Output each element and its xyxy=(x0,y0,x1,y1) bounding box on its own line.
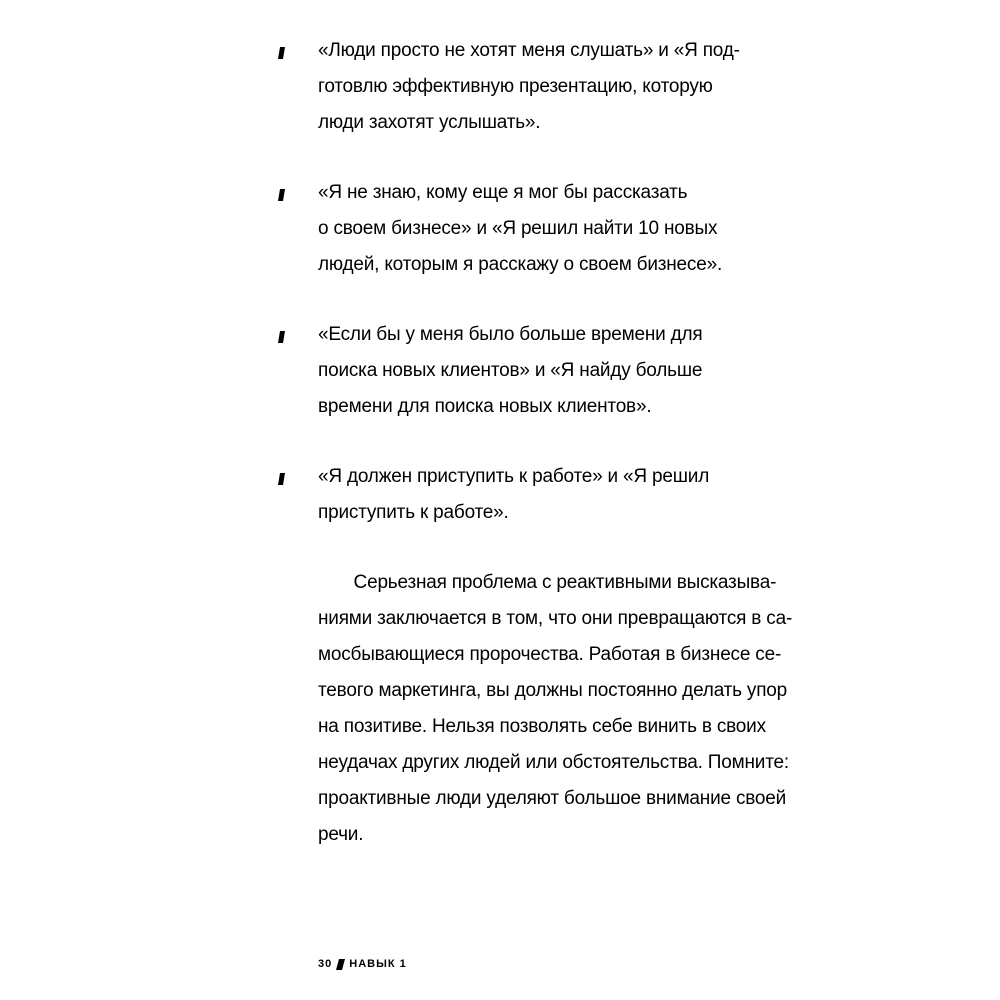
section-title: НАВЫК 1 xyxy=(349,958,407,970)
page-number: 30 xyxy=(318,958,333,970)
slash-bullet-icon xyxy=(276,473,288,485)
paragraph-line: на позитиве. Нельзя позволять себе винить в своих xyxy=(318,716,766,737)
item-line: людей, которым я расскажу о своем бизнесе». xyxy=(318,254,723,275)
item-line: о своем бизнесе» и «Я решил найти 10 новых xyxy=(318,218,718,239)
item-line: поиска новых клиентов» и «Я найду больше xyxy=(318,360,703,381)
statement-list xyxy=(270,33,770,565)
paragraph-line: проактивные люди уделяют большое внимание своей xyxy=(318,788,787,809)
page-footer xyxy=(318,958,407,970)
item-line: приступить к работе». xyxy=(318,502,509,523)
item-line: времени для поиска новых клиентов». xyxy=(318,396,652,417)
slash-bullet-icon xyxy=(276,189,288,201)
list-item xyxy=(270,175,770,283)
item-line: готовлю эффективную презентацию, которую xyxy=(318,76,713,97)
item-line: «Люди просто не хотят меня слушать» и «Я под- xyxy=(318,40,740,61)
list-item xyxy=(270,33,770,141)
slash-separator-icon xyxy=(336,959,345,970)
paragraph-line: речи. xyxy=(318,824,364,845)
item-line: «Я должен приступить к работе» и «Я решил xyxy=(318,466,710,487)
slash-bullet-icon xyxy=(276,47,288,59)
list-item xyxy=(270,459,770,531)
body-paragraph xyxy=(318,565,793,853)
item-line: «Если бы у меня было больше времени для xyxy=(318,324,703,345)
item-line: люди захотят услышать». xyxy=(318,112,541,133)
item-line: «Я не знаю, кому еще я мог бы рассказать xyxy=(318,182,688,203)
list-item xyxy=(270,317,770,425)
paragraph-line: неудачах других людей или обстоятельства. Помните: xyxy=(318,752,789,773)
paragraph-line: ниями заключается в том, что они превращаются в са- xyxy=(318,608,793,629)
paragraph-line: мосбывающиеся пророчества. Работая в бизнесе се- xyxy=(318,644,782,665)
slash-bullet-icon xyxy=(276,331,288,343)
paragraph-line: Серьезная проблема с реактивными высказыва- xyxy=(318,572,777,593)
paragraph-line: тевого маркетинга, вы должны постоянно делать упор xyxy=(318,680,788,701)
